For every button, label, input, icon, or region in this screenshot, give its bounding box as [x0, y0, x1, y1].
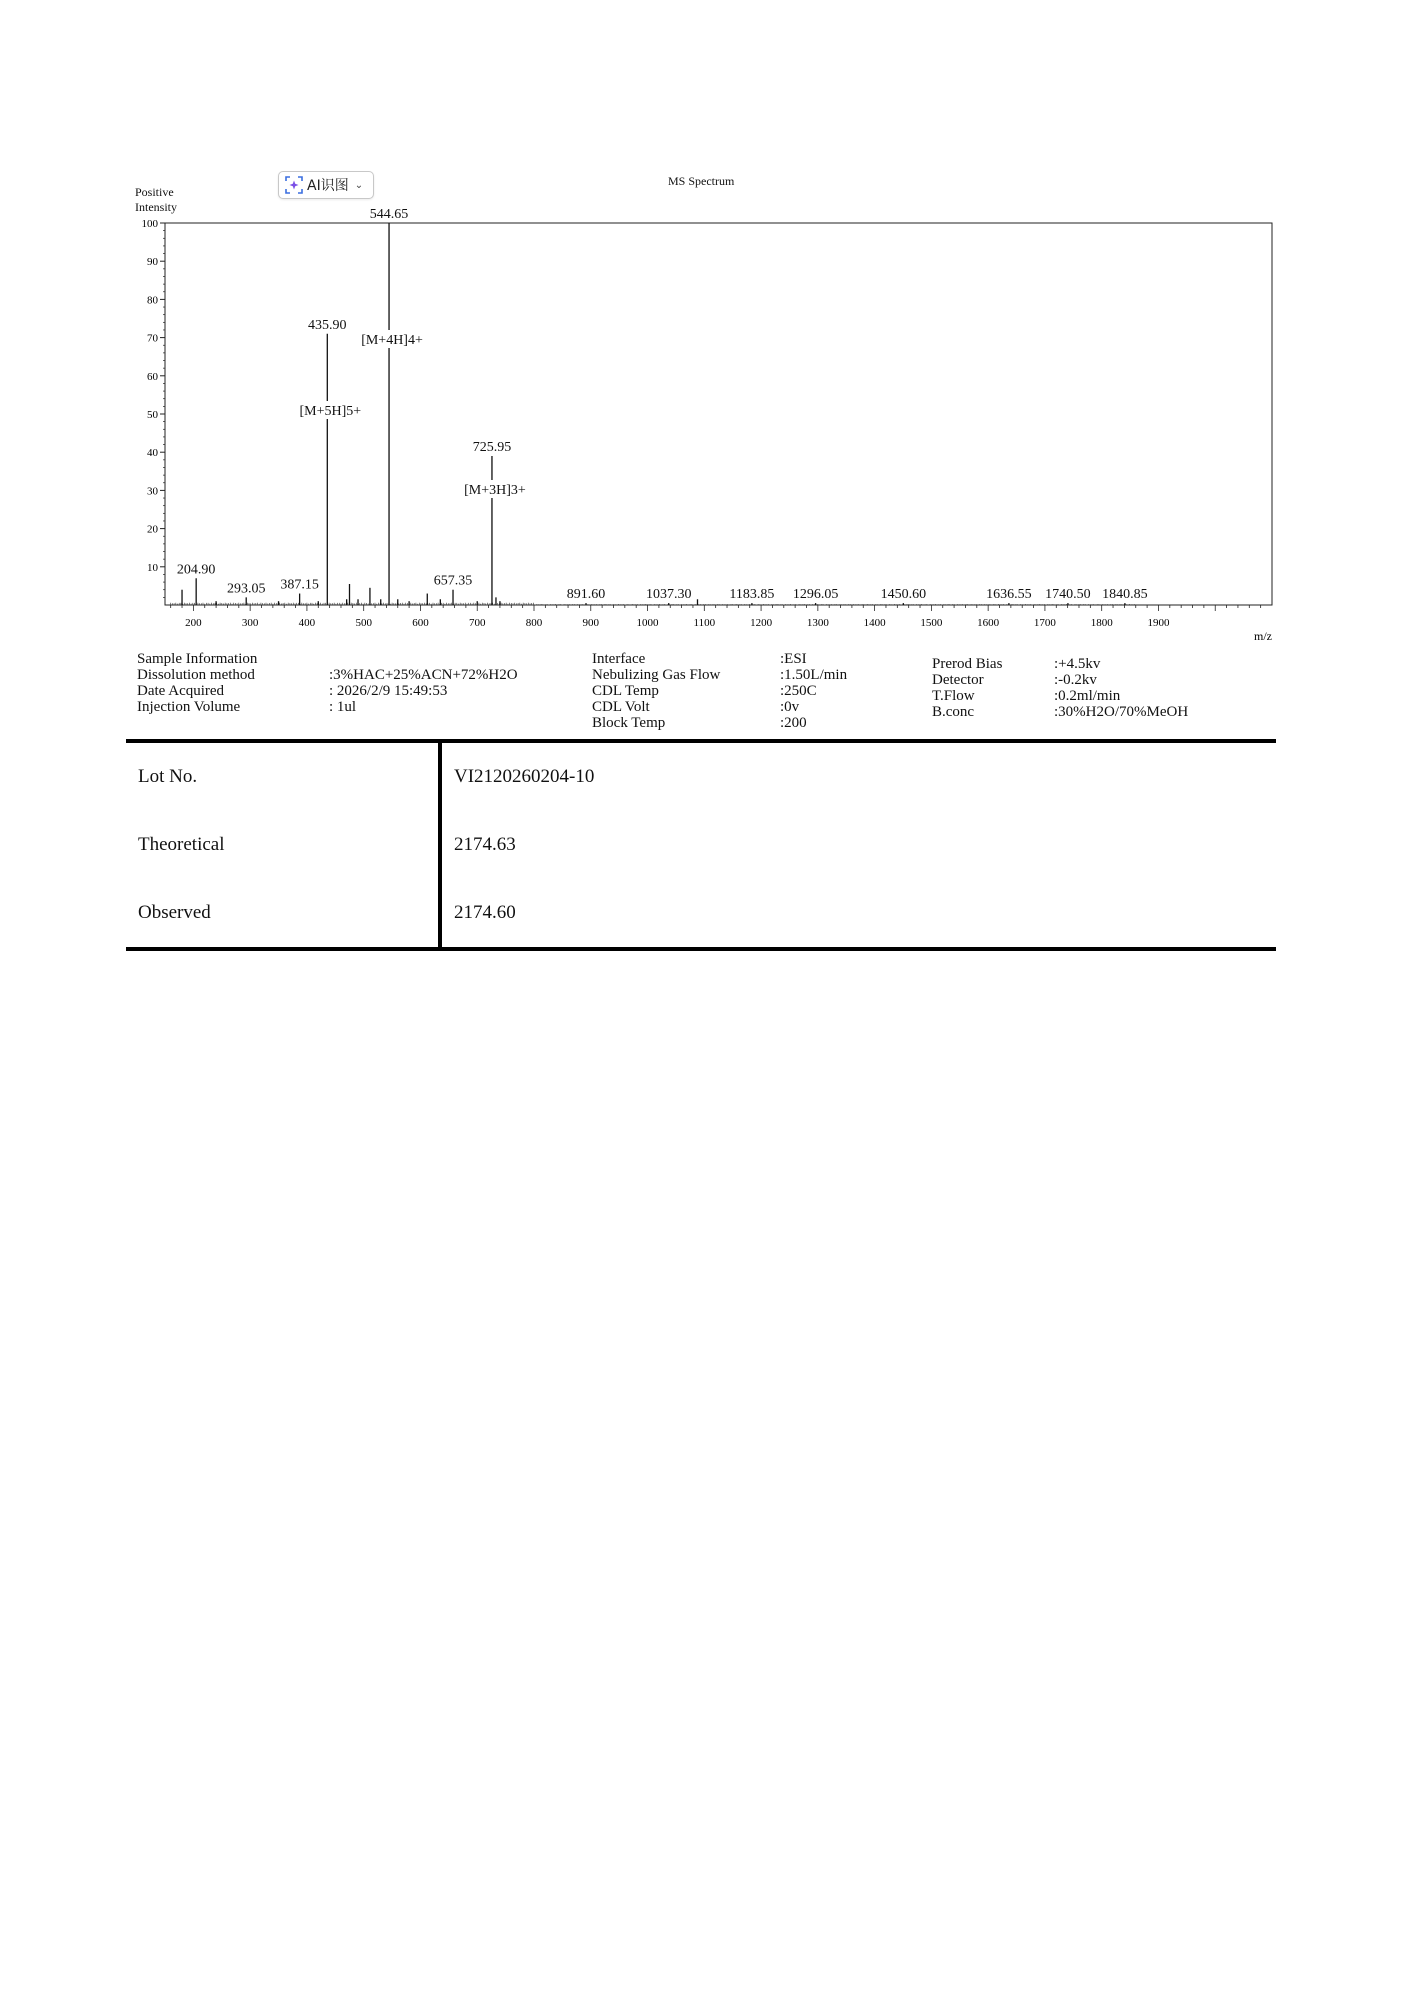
x-axis-label: m/z	[1254, 629, 1272, 643]
y-tick-label: 90	[147, 256, 158, 269]
x-tick-label: 900	[582, 617, 600, 629]
sample-info-value: :3%HAC+25%ACN+72%H2O	[329, 667, 518, 683]
x-tick-label: 1400	[863, 617, 886, 629]
table-row	[126, 879, 1276, 947]
peak-label: 1450.60	[880, 587, 927, 603]
instrument-info-value: :1.50L/min	[780, 667, 848, 683]
peak-label: 1840.85	[1102, 587, 1148, 603]
lot-number-value: VI2120260204-10	[454, 766, 595, 787]
peak-label: 435.90	[308, 317, 347, 333]
detector-info-value: :0.2ml/min	[1054, 688, 1121, 704]
x-tick-label: 500	[355, 617, 372, 629]
instrument-info-value: :ESI	[780, 651, 807, 667]
x-tick-label: 1300	[806, 617, 829, 629]
theoretical-value: 2174.63	[454, 834, 516, 855]
detector-info-value: :+4.5kv	[1054, 656, 1101, 672]
detector-info-label: Detector	[932, 672, 984, 688]
x-tick-label: 700	[468, 617, 486, 629]
y-tick-label: 10	[147, 561, 158, 574]
detector-info-label: B.conc	[932, 704, 975, 720]
instrument-info-value: :200	[780, 715, 807, 731]
sample-info-value: : 1ul	[329, 699, 357, 715]
instrument-info-label: Nebulizing Gas Flow	[592, 667, 721, 683]
y-tick-label: 80	[147, 294, 158, 307]
peak-label: 544.65	[369, 207, 409, 222]
ai-button-label: AI识图	[307, 178, 349, 194]
peak-label: 1636.55	[986, 587, 1032, 603]
x-tick-label: 1200	[750, 617, 773, 629]
instrument-info-value: :250C	[780, 683, 817, 699]
instrument-info-value: :0v	[780, 699, 800, 715]
x-tick-label: 300	[241, 617, 259, 629]
y-tick-label: 70	[147, 332, 158, 345]
sample-info-value: : 2026/2/9 15:49:53	[329, 683, 448, 699]
peak-label: 1296.05	[792, 587, 839, 603]
detector-info-label: Prerod Bias	[932, 656, 1003, 672]
x-tick-label: 1700	[1033, 617, 1056, 629]
peak-label: 293.05	[226, 581, 266, 597]
x-tick-label: 800	[525, 617, 543, 629]
chevron-down-icon[interactable]: ⌄	[354, 179, 364, 191]
y-tick-label: 30	[147, 485, 158, 498]
x-tick-label: 1500	[920, 617, 943, 629]
peak-label: 657.35	[433, 573, 473, 589]
instrument-info-label: CDL Volt	[592, 699, 650, 715]
y-tick-label: 40	[147, 447, 158, 460]
peak-label: 1183.85	[729, 587, 775, 603]
instrument-info-label: Block Temp	[592, 715, 666, 731]
x-tick-label: 1100	[693, 617, 716, 629]
instrument-info-labels	[592, 651, 720, 731]
x-tick-label: 1800	[1090, 617, 1113, 629]
detector-info-values	[1054, 656, 1188, 720]
instrument-info-label: CDL Temp	[592, 683, 659, 699]
ion-annotation: [M+5H]5+	[299, 404, 362, 419]
peak-label: 725.95	[472, 440, 512, 456]
sample-info-labels	[137, 651, 257, 715]
peak-label: 1740.50	[1045, 587, 1091, 603]
detector-info-label: T.Flow	[932, 688, 975, 704]
chart-title: MS Spectrum	[668, 174, 735, 188]
sample-info-label: Injection Volume	[137, 699, 241, 715]
observed-value: 2174.60	[454, 902, 516, 923]
detector-info-value: :30%H2O/70%MeOH	[1054, 704, 1189, 720]
theoretical-label: Theoretical	[126, 811, 440, 879]
table-row	[126, 811, 1276, 879]
detector-info-labels	[932, 656, 1002, 720]
observed-label: Observed	[126, 879, 440, 947]
x-tick-label: 1000	[636, 617, 659, 629]
y-tick-label: 60	[147, 370, 158, 383]
instrument-info-label: Interface	[592, 651, 646, 667]
x-tick-label: 200	[185, 617, 202, 629]
peak-label: 387.15	[280, 577, 319, 593]
baseline-noise	[171, 603, 1135, 605]
x-tick-label: 400	[298, 617, 316, 629]
y-axis-label-line2: Intensity	[135, 200, 177, 214]
peak-label: 204.90	[176, 562, 216, 578]
sample-info-label: Date Acquired	[137, 683, 225, 699]
y-tick-label: 100	[141, 218, 158, 230]
ion-annotation: [M+4H]4+	[361, 333, 423, 348]
table-bottom-rule	[126, 947, 1276, 951]
peak-label: 1037.30	[645, 587, 692, 603]
sample-info-label: Dissolution method	[137, 667, 255, 683]
instrument-info-values	[780, 651, 847, 731]
ion-annotation: [M+3H]3+	[464, 483, 526, 498]
x-tick-label: 600	[412, 617, 429, 629]
y-tick-label: 50	[147, 409, 158, 421]
detector-info-value: :-0.2kv	[1054, 672, 1097, 688]
lot-number-label: Lot No.	[126, 743, 440, 811]
ms-spectrum-chart	[0, 0, 1414, 660]
x-tick-label: 1900	[1147, 617, 1170, 629]
x-tick-label: 1600	[977, 617, 1000, 629]
sample-info-heading: Sample Information	[137, 651, 258, 667]
y-axis-label-line1: Positive	[135, 185, 174, 199]
results-table	[126, 743, 1276, 947]
table-row	[126, 743, 1276, 811]
sample-info-values	[329, 667, 518, 715]
peak-label: 891.60	[566, 587, 606, 603]
y-tick-label: 20	[147, 523, 158, 536]
